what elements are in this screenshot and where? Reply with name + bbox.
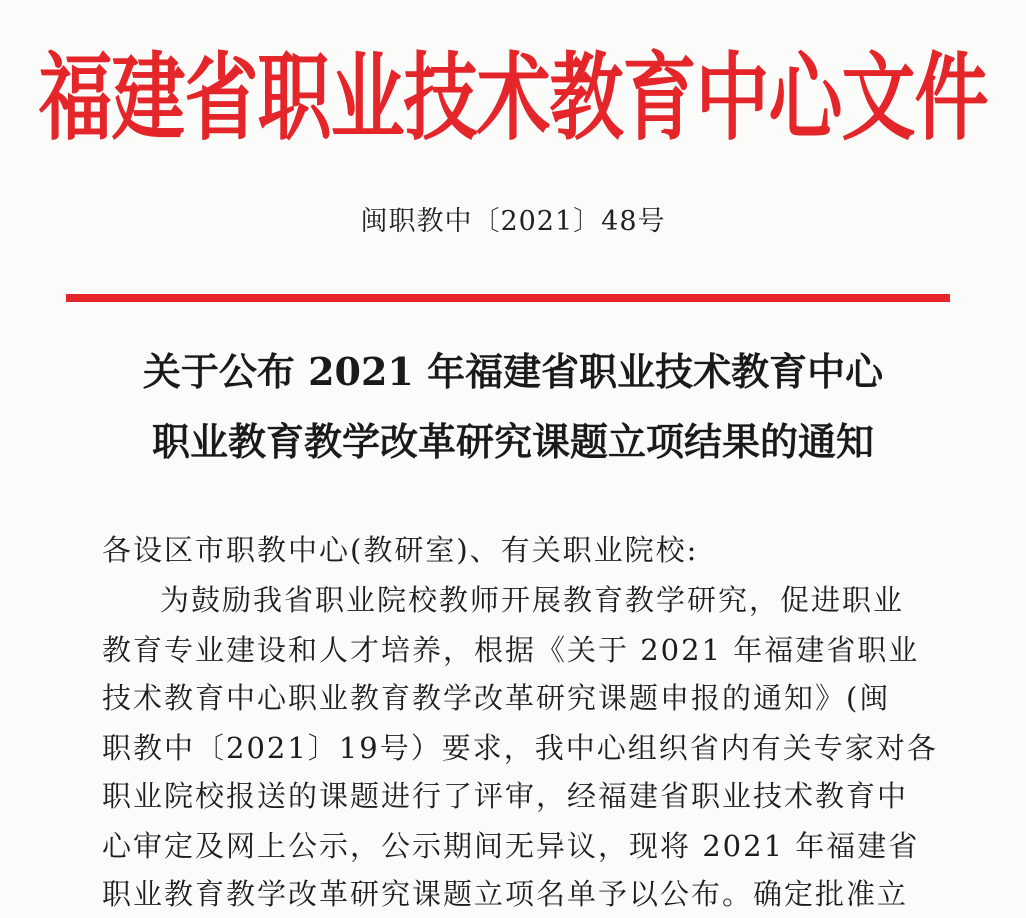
notice-title-line-2: 职业教育教学改革研究课题立项结果的通知 <box>151 419 874 464</box>
paragraph-line: 技术教育中心职业教育教学改革研究课题申报的通知》(闽 <box>102 681 891 715</box>
red-divider-rule <box>66 294 950 302</box>
document-number: 闽职教中〔2021〕48号 <box>360 206 666 237</box>
paragraph-line: 心审定及网上公示，公示期间无异议，现将 2021 年福建省 <box>102 829 920 863</box>
paragraph-line: 为鼓励我省职业院校教师开展教育教学研究，促进职业 <box>160 583 905 617</box>
masthead-title: 福建省职业技术教育中心文件 <box>38 43 988 154</box>
paragraph-line: 职业院校报送的课题进行了评审，经福建省职业技术教育中 <box>102 779 909 813</box>
salutation: 各设区市职教中心(教研室)、有关职业院校: <box>102 533 699 567</box>
paragraph-line: 教育专业建设和人才培养，根据《关于 2021 年福建省职业 <box>102 633 920 667</box>
notice-title-line-1: 关于公布 2021 年福建省职业技术教育中心 <box>142 349 884 394</box>
paragraph-line: 职业教育教学改革研究课题立项名单予以公布。确定批准立 <box>102 877 909 911</box>
paragraph-line: 职教中〔2021〕19号）要求，我中心组织省内有关专家对各 <box>102 731 938 765</box>
